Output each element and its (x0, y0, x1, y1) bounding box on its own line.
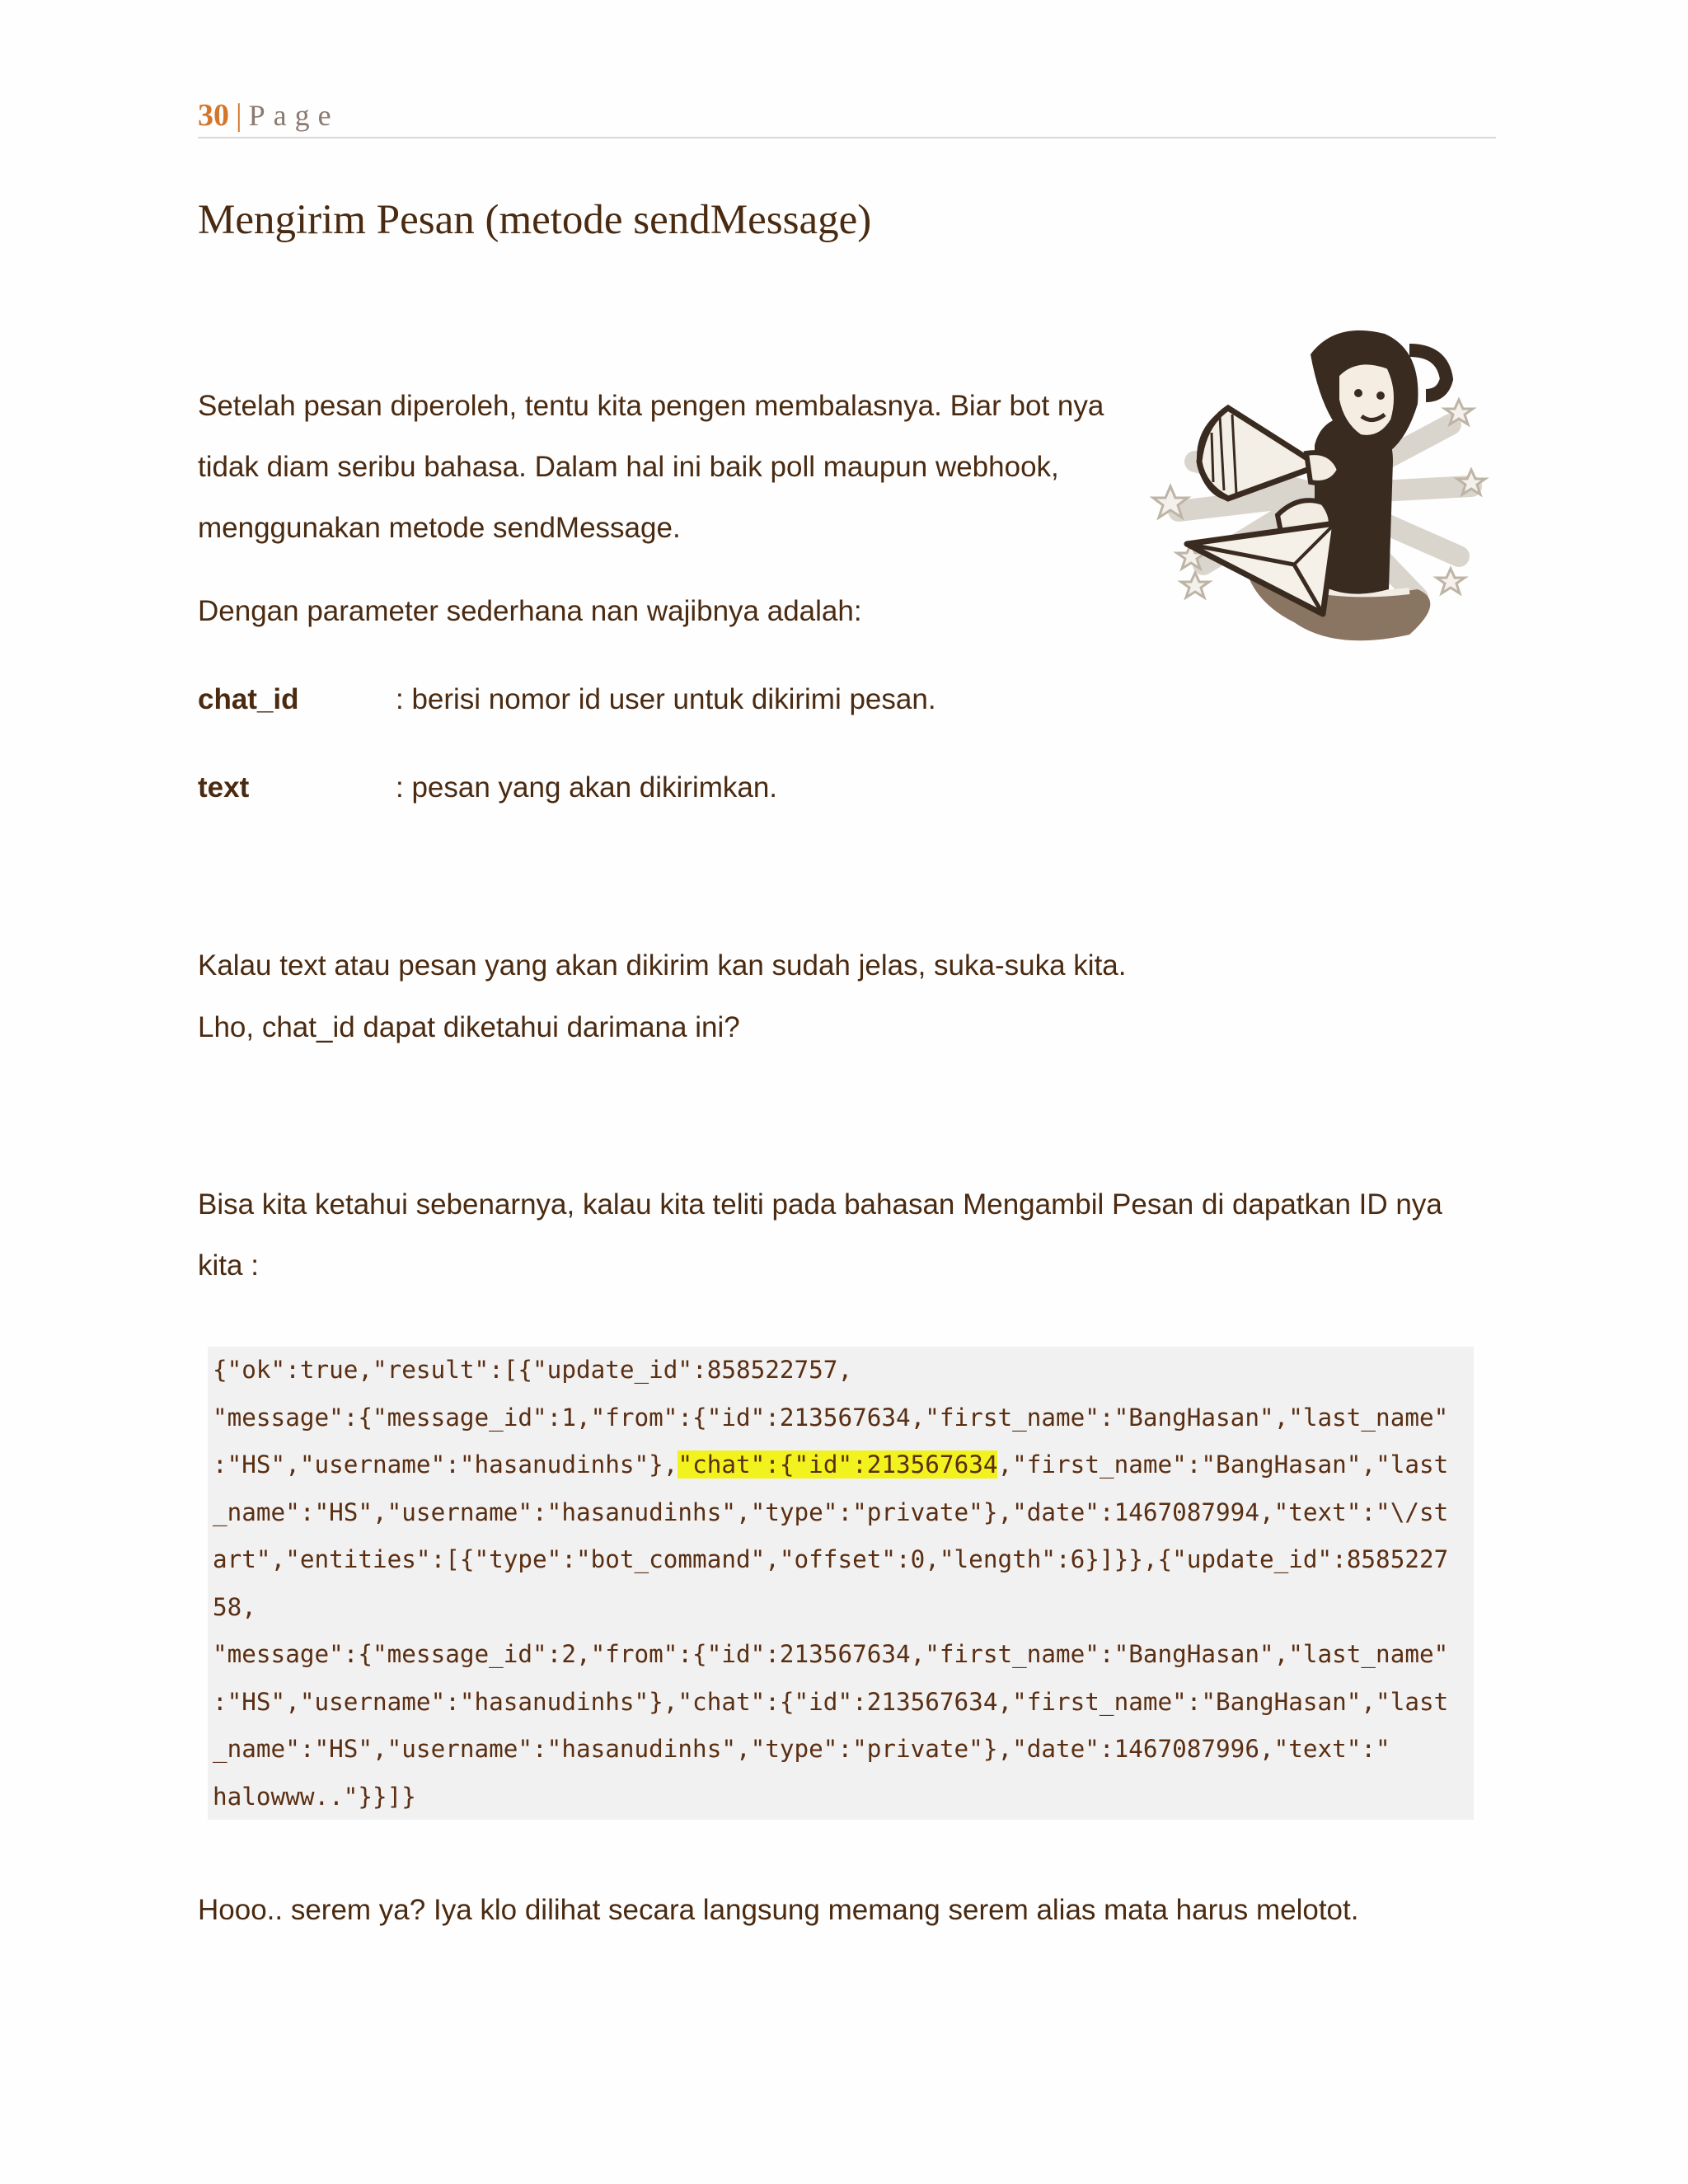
closing-paragraph: Hooo.. serem ya? Iya klo dilihat secara langsung memang serem alias mata harus melotot. (198, 1894, 1359, 1926)
page-header (198, 97, 1496, 138)
param-name-chat-id: chat_id (198, 683, 299, 715)
code-line: _name":"HS","username":"hasanudinhs","type":"private"},"date":1467087994,"text":"\/st (213, 1497, 1449, 1526)
json-code-block (208, 1347, 1474, 1820)
code-line: :"HS","username":"hasanudinhs"}, (213, 1451, 678, 1479)
note-line-2: Lho, chat_id dapat diketahui darimana ini? (198, 1011, 740, 1043)
code-line: {"ok":true,"result":[{"update_id":858522757, (213, 1356, 853, 1384)
code-line: 58, (213, 1592, 256, 1621)
intro-paragraph: Setelah pesan diperoleh, tentu kita pengen membalasnya. Biar bot nya tidak diam seribu bahasa. Dalam hal ini baik poll maupun webhook, menggunakan metode sendMessage. (198, 390, 1104, 544)
section-title: Mengirim Pesan (metode sendMessage) (198, 197, 872, 243)
megaphone-mascot-illustration (1146, 317, 1492, 655)
param-desc-text: : pesan yang akan dikirimkan. (396, 771, 778, 804)
explain-line-1: Bisa kita ketahui sebenarnya, kalau kita teliti pada bahasan Mengambil Pesan di dapatkan ID nya (198, 1188, 1442, 1221)
param-desc-chat-id: : berisi nomor id user untuk dikirimi pesan. (396, 683, 936, 715)
param-name-text: text (198, 771, 250, 804)
highlighted-chat-id: "chat":{"id":213567634 (678, 1451, 998, 1479)
header-separator: | (236, 98, 242, 133)
code-line: _name":"HS","username":"hasanudinhs","type":"private"},"date":1467087996,"text":" (213, 1735, 1390, 1763)
explain-line-2: kita : (198, 1249, 259, 1282)
note-line-1: Kalau text atau pesan yang akan dikirim kan sudah jelas, suka-suka kita. (198, 949, 1127, 982)
page-label: Page (248, 99, 340, 132)
page-number: 30 (198, 98, 229, 133)
params-intro: Dengan parameter sederhana nan wajibnya adalah: (198, 595, 862, 627)
code-line: :"HS","username":"hasanudinhs"},"chat":{"id":213567634,"first_name":"BangHasan","last (213, 1687, 1449, 1716)
code-line: "message":{"message_id":1,"from":{"id":213567634,"first_name":"BangHasan","last_name" (213, 1403, 1449, 1432)
code-line: halowww.."}}]} (213, 1782, 416, 1811)
code-line: "message":{"message_id":2,"from":{"id":213567634,"first_name":"BangHasan","last_name" (213, 1640, 1449, 1668)
code-line: art","entities":[{"type":"bot_command","offset":0,"length":6}]}},{"update_id":8585227 (213, 1545, 1449, 1573)
code-line: ,"first_name":"BangHasan","last (997, 1451, 1449, 1479)
